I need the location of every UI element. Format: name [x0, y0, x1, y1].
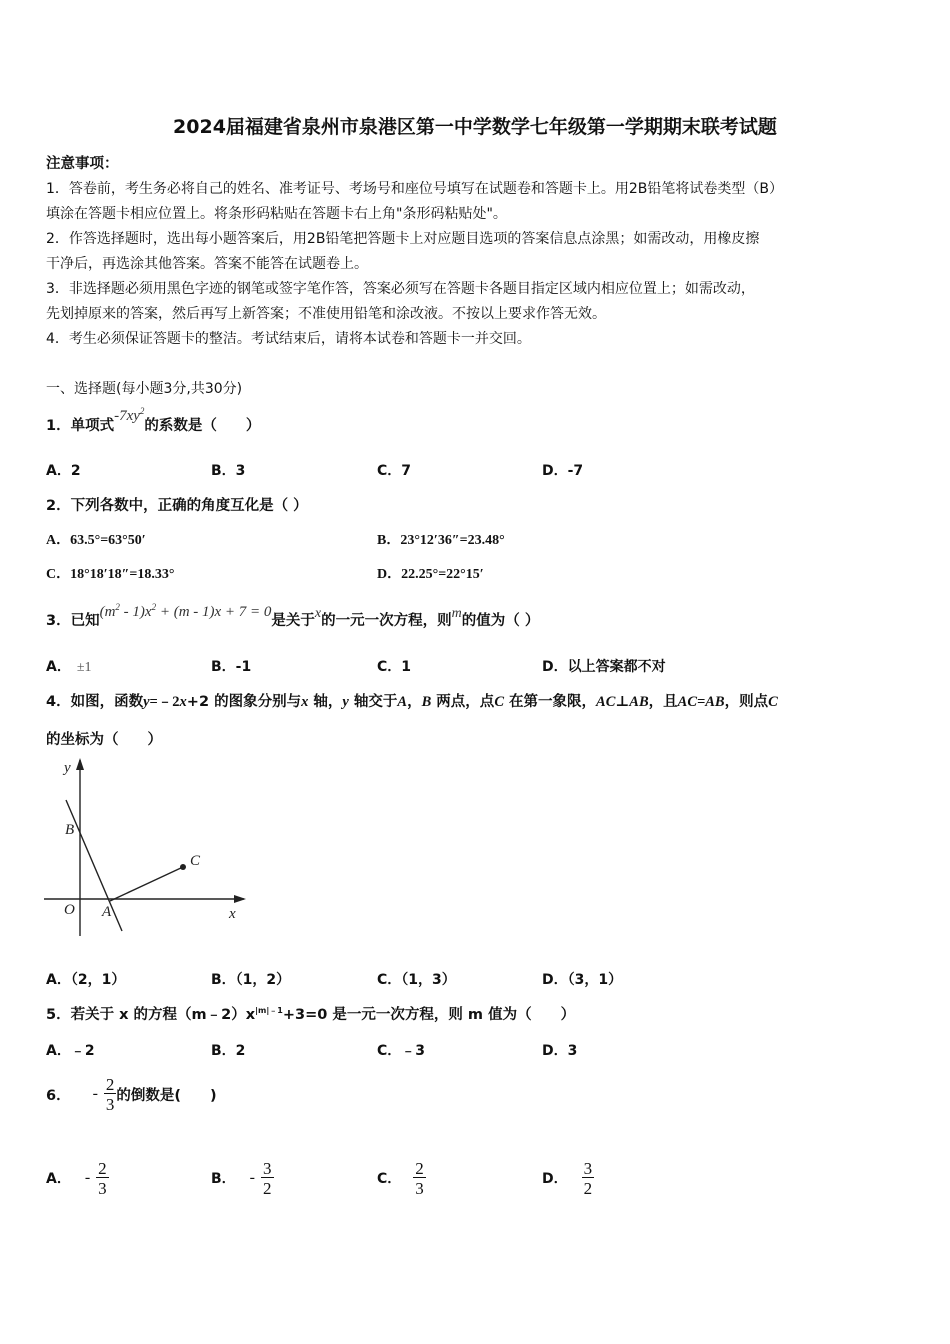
label-a: A — [102, 904, 112, 920]
label-b: B — [65, 822, 75, 838]
q3-option-c[interactable]: C．1 — [377, 659, 412, 675]
q3-suffix: 的值为（ ） — [461, 613, 540, 629]
q5-option-a[interactable]: A．﹣2 — [46, 1043, 95, 1059]
q4-option-c[interactable]: C．（1，3） — [377, 972, 456, 988]
q1-option-d[interactable]: D．-7 — [542, 463, 584, 479]
q3-var-m: m — [451, 606, 462, 621]
q3-option-a-value: ±1 — [76, 660, 92, 675]
x-axis-arrow — [234, 895, 246, 903]
q1-option-a[interactable]: A．2 — [46, 463, 81, 479]
q5-option-c[interactable]: C．﹣3 — [377, 1043, 426, 1059]
notice-line: 干净后，再选涂其他答案。答案不能答在试题卷上。 — [46, 256, 368, 272]
notice-line: 3．非选择题必须用黑色字迹的钢笔或签字笔作答，答案必须写在答题卡各题目指定区域内相应位置上；如需改动， — [46, 281, 755, 297]
point-c — [180, 864, 186, 870]
segment-ac — [110, 867, 183, 901]
question-6: 6． - $\frac{2}{3}$ 的倒数是( ) — [46, 1074, 217, 1114]
q6-option-c[interactable]: C． $\frac{2}{3}$ — [377, 1158, 424, 1198]
q4-option-a[interactable]: A．（2，1） — [46, 972, 126, 988]
q2-option-b[interactable]: B．23°12′36″=23.48° — [377, 533, 505, 548]
q3-mid2: 的一元一次方程，则 — [321, 613, 452, 629]
q4-line2: 的坐标为（ ） — [46, 732, 162, 748]
y-axis-arrow — [76, 758, 84, 770]
q3-option-d[interactable]: D．以上答案都不对 — [542, 659, 666, 675]
q2-option-c[interactable]: C．18°18′18″=18.33° — [46, 567, 175, 582]
notice-line: 4．考生必须保证答题卡的整洁。考试结束后，请将本试卷和答题卡一并交回。 — [46, 331, 531, 347]
question-2: 2．下列各数中，正确的角度互化是（ ） — [46, 498, 308, 514]
q4-figure — [40, 756, 252, 942]
notice-line: 先划掉原来的答案，然后再写上新答案；不准使用铅笔和涂改液。不按以上要求作答无效。 — [46, 306, 606, 322]
question-3 — [46, 602, 540, 630]
q3-option-b[interactable]: B．-1 — [211, 659, 252, 675]
q3-option-a[interactable]: A． ±1 — [46, 659, 92, 675]
q6-option-a[interactable]: A． - $\frac{2}{3}$ — [46, 1158, 107, 1198]
q3-prefix: 3．已知 — [46, 613, 100, 629]
q3-equation: $(m^2 - 1)x^2 + (m - 1)x + 7 = 0$ — [99, 602, 272, 620]
section-heading: 一、选择题(每小题3分,共30分) — [46, 381, 243, 397]
q3-var-x: x — [314, 606, 322, 621]
notice-heading: 注意事项： — [46, 156, 119, 172]
label-y: y — [64, 760, 71, 776]
q6-fraction: $\frac{2}{3}$ — [105, 1074, 115, 1114]
question-1 — [46, 406, 261, 435]
q5-option-d[interactable]: D．3 — [542, 1043, 578, 1059]
q5-option-b[interactable]: B．2 — [211, 1043, 246, 1059]
q1-prefix: 1．单项式 — [46, 418, 115, 434]
question-4: 4．如图，函数y=﹣2x+2 的图象分别与x 轴，y 轴交于A，B 两点，点C 在第一象限，AC⊥AB，且AC=AB，则点C — [46, 694, 778, 710]
q2-option-d[interactable]: D．22.25°=22°15′ — [377, 567, 484, 582]
q4-option-d[interactable]: D．（3，1） — [542, 972, 623, 988]
q5-exponent: |m|﹣1 — [255, 1006, 283, 1016]
notice-line: 填涂在答题卡相应位置上。将条形码粘贴在答题卡右上角"条形码粘贴处"。 — [46, 206, 507, 222]
q2-option-a[interactable]: A．63.5°=63°50′ — [46, 533, 146, 548]
label-c: C — [190, 853, 201, 869]
label-x: x — [229, 906, 236, 922]
q3-mid: 是关于 — [271, 613, 315, 629]
q4-option-b[interactable]: B．（1，2） — [211, 972, 291, 988]
q6-option-b[interactable]: B． - $\frac{3}{2}$ — [211, 1158, 272, 1198]
q1-suffix: 的系数是（ ） — [144, 418, 261, 434]
q1-option-b[interactable]: B．3 — [211, 463, 246, 479]
q6-option-d[interactable]: D． $\frac{3}{2}$ — [542, 1158, 593, 1198]
label-o: O — [64, 902, 75, 918]
notice-line: 1．答卷前，考生务必将自己的姓名、准考证号、考场号和座位号填写在试题卷和答题卡上。用2B铅笔将试卷类型（B） — [46, 181, 784, 197]
q1-expression: $-7xy^2$ — [114, 406, 145, 424]
notice-line: 2．作答选择题时，选出每小题答案后，用2B铅笔把答题卡上对应题目选项的答案信息点涂黑；如需改动，用橡皮擦 — [46, 231, 760, 247]
exam-title: 2024届福建省泉州市泉港区第一中学数学七年级第一学期期末联考试题 — [173, 116, 777, 138]
question-5: 5．若关于 x 的方程$(m﹣2)x^{|m|﹣1}+3=0$ 是一元一次方程，则 m 值为（ ） — [46, 1006, 576, 1023]
q1-option-c[interactable]: C．7 — [377, 463, 412, 479]
